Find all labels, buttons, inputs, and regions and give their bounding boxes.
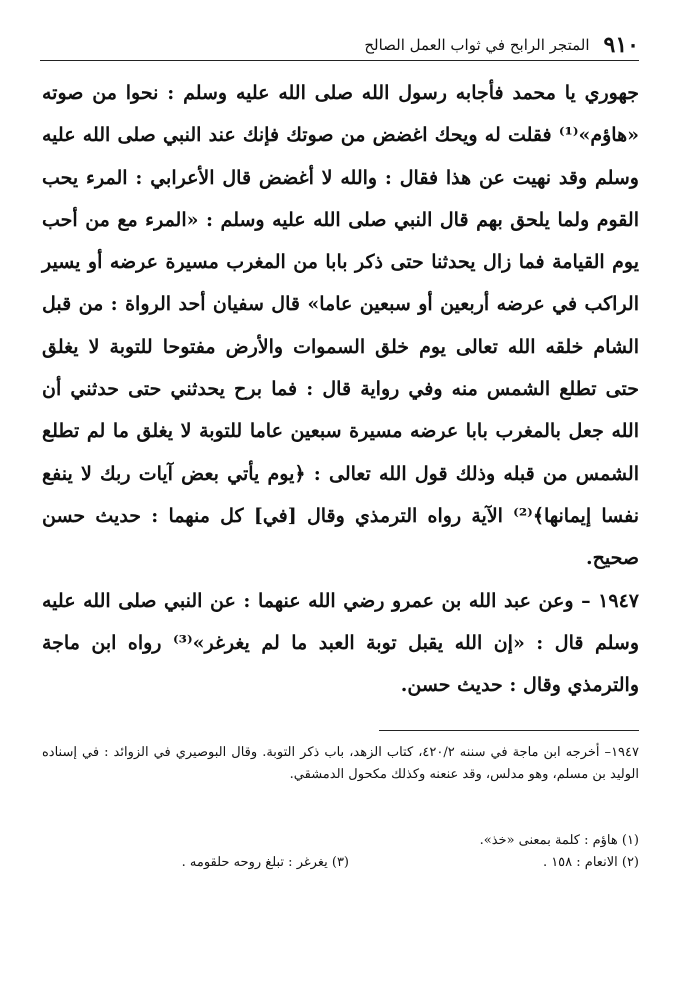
- footnote-separator: [379, 730, 639, 731]
- footnote-references: [42, 830, 639, 874]
- footnote-ref-3: (٣) يغرغر : تبلغ روحه حلقومه .: [181, 855, 349, 870]
- running-title: المتجر الرابح في ثواب العمل الصالح: [364, 36, 590, 54]
- paragraph-2-text: – وعن عبد الله بن عمرو رضي الله عنهما : عن النبي صلى الله عليه وسلم قال : «إن الله يقبل توبة العبد ما لم يغرغر»⁽³⁾ رواه ابن ماجة والترمذي وقال : حديث حسن.: [42, 589, 639, 697]
- footnote-row-2: [42, 852, 639, 874]
- paragraph-1: جهوري يا محمد فأجابه رسول الله صلى الله عليه وسلم : نحوا من صوته «هاؤم»⁽¹⁾ فقلت له ويحك اغضض من صوتك فإنك عند النبي صلى الله عليه وسلم وقد نهيت عن هذا فقال : والله لا أغضض قال الأعرابي : المرء يحب القوم ولما يلحق بهم قال النبي صلى الله عليه وسلم : «المرء مع من أحب يوم القيامة فما زال يحدثنا حتى ذكر بابا من المغرب مسيرة عرضه أو يسير الراكب في عرضه أربعين أو سبعين عاما» قال سفيان أحد الرواة : من قبل الشام خلقه الله تعالى يوم خلق السموات والأرض مفتوحا للتوبة لا يغلق حتى تطلع الشمس منه وفي رواية قال : فما برح يحدثني حتى حدثني أن الله جعل بالمغرب بابا عرضه مسيرة سبعين عاما للتوبة لا يغلق ما لم تطلع الشمس من قبله وذلك قول الله تعالى : ﴿يوم يأتي بعض آيات ربك لا ينفع نفسا إيمانها﴾⁽²⁾ الآية رواه الترمذي وقال [في] كل منهما : حديث حسن صحيح.: [42, 82, 639, 570]
- page-header: [40, 30, 639, 61]
- paragraph-2: [42, 580, 639, 707]
- footnote-ref-1: (١) هاؤم : كلمة بمعنى «خذ».: [479, 833, 639, 848]
- page-number: ٩١٠: [603, 32, 639, 58]
- hadith-number: ١٩٤٧: [598, 589, 639, 612]
- footnote-main: [42, 742, 639, 786]
- footnote-main-text: ١٩٤٧– أخرجه ابن ماجة في سننه ٤٢٠/٢، كتاب الزهد، باب ذكر التوبة. وقال البوصيري في الزوائد : في إسناده الوليد بن مسلم، وهو مدلس، وقد عنعنه وكذلك مكحول الدمشقي.: [42, 745, 639, 782]
- main-text: [42, 72, 639, 706]
- footnote-ref-2: (٢) الانعام : ١٥٨ .: [542, 855, 639, 870]
- footnote-row-1: [42, 830, 639, 852]
